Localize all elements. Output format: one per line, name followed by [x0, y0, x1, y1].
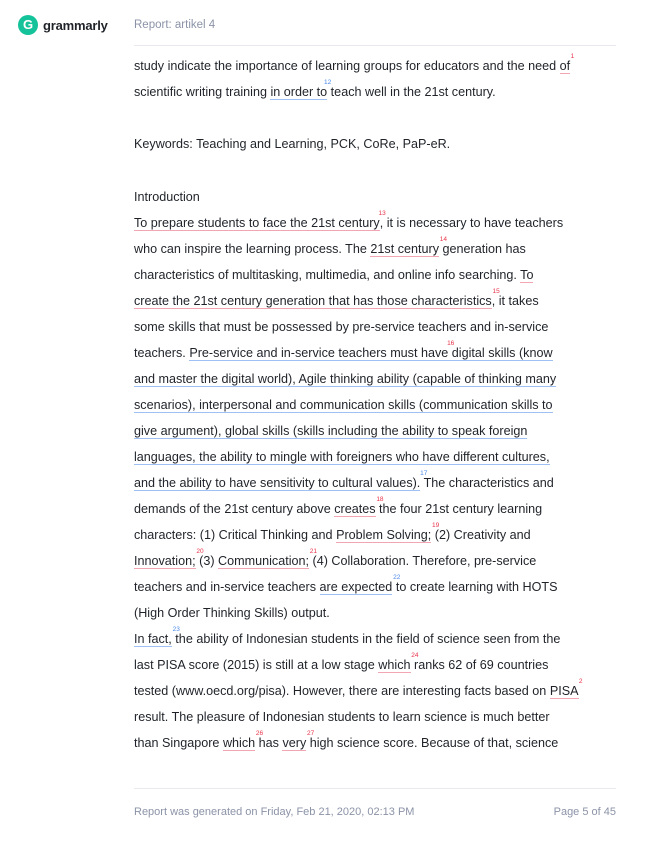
issue-marker: 22	[393, 574, 401, 581]
text-line	[134, 266, 533, 284]
text-segment: the four 21st century learning	[375, 502, 543, 516]
issue-marker: 2	[578, 678, 583, 685]
issue-underline[interactable]: PISA 2	[549, 678, 583, 698]
issue-marker: 16	[447, 340, 455, 347]
text-line	[134, 340, 553, 362]
text-line	[134, 79, 496, 101]
text-line: some skills that must be possessed by pre-service teachers and in-service	[134, 320, 549, 334]
issue-underline[interactable]: which 26	[222, 730, 264, 750]
text-segment: high science score. Because of that, science	[306, 736, 559, 750]
keywords-line: Keywords: Teaching and Learning, PCK, CoRe, PaP-eR.	[134, 137, 451, 151]
issue-underline[interactable]: which 24	[378, 652, 419, 672]
grammarly-logo-icon: G	[18, 15, 38, 35]
text-segment: characters: (1) Critical Thinking and	[134, 528, 337, 542]
text-segment: teachers and in-service teachers	[134, 580, 320, 594]
issue-marker: 27	[307, 730, 315, 737]
text-segment: The characteristics and	[420, 476, 554, 490]
issue-marker: 14	[439, 236, 447, 243]
text-line: result. The pleasure of Indonesian students to learn science is much better	[134, 710, 550, 724]
issue-underline[interactable]: To prepare students to face the 21st century 13	[134, 210, 386, 230]
issue-marker: 21	[309, 548, 318, 555]
grammarly-logo-text: grammarly	[43, 17, 108, 33]
issue-underline[interactable]: are expected 22	[319, 574, 401, 594]
issue-underline[interactable]: scenarios), interpersonal and communication skills (communication skills to	[134, 398, 553, 412]
issue-underline[interactable]: Innovation; 20	[134, 548, 204, 568]
text-line	[134, 678, 583, 700]
text-segment: than Singapore	[134, 736, 223, 750]
issue-underline[interactable]: In fact, 23	[134, 626, 180, 646]
text-segment: teach well in the 21st century.	[327, 85, 496, 99]
text-segment: , it takes	[491, 294, 539, 308]
header-divider	[134, 45, 616, 46]
issue-underline[interactable]: very 27	[282, 730, 315, 750]
issue-underline[interactable]: To	[520, 268, 534, 282]
text-segment: tested (www.oecd.org/pisa). However, there are interesting facts based on	[134, 684, 550, 698]
issue-underline[interactable]: Communication; 21	[218, 548, 318, 568]
issue-underline[interactable]: digital skills (know	[448, 346, 553, 360]
issue-underline[interactable]: give argument), global skills (skills including the ability to speak foreign	[134, 424, 528, 438]
text-segment: study indicate the importance of learning groups for educators and the need	[134, 59, 560, 73]
text-line	[134, 370, 556, 388]
text-line	[134, 53, 575, 75]
issue-underline[interactable]: in order to 12	[270, 79, 332, 99]
text-line	[134, 236, 526, 258]
text-segment: demands of the 21st century above	[134, 502, 335, 516]
issue-marker: 15	[492, 288, 500, 295]
text-line	[134, 422, 527, 440]
text-segment: the ability of Indonesian students in the field of science seen from the	[171, 632, 561, 646]
text-line	[134, 730, 559, 752]
text-line	[134, 470, 554, 492]
issue-underline[interactable]: languages, the ability to mingle with foreigners who have different cultures,	[134, 450, 550, 464]
text-line	[134, 496, 543, 518]
grammarly-logo[interactable]	[18, 15, 108, 35]
issue-marker: 13	[378, 210, 386, 217]
text-segment: , it is necessary to have teachers	[379, 216, 564, 230]
issue-marker: 18	[376, 496, 384, 503]
text-segment: generation has	[439, 242, 526, 256]
text-line: (High Order Thinking Skills) output.	[134, 606, 330, 620]
issue-underline[interactable]: and master the digital world), Agile thinking ability (capable of thinking many	[134, 372, 557, 386]
issue-marker: 24	[411, 652, 419, 659]
issue-marker: 12	[323, 79, 332, 86]
footer-divider	[134, 788, 616, 789]
text-line	[134, 626, 561, 648]
issue-underline[interactable]: creates 18	[334, 496, 384, 516]
report-generated-date: Report was generated on Friday, Feb 21, 2020, 02:13 PM	[134, 806, 415, 818]
text-segment: has	[255, 736, 283, 750]
issue-marker: 19	[432, 522, 440, 529]
report-header	[0, 0, 650, 46]
text-line	[134, 448, 550, 466]
issue-marker: 26	[255, 730, 264, 737]
text-segment: to create learning with HOTS	[392, 580, 558, 594]
text-line	[134, 522, 531, 544]
page-number: Page 5 of 45	[553, 806, 616, 818]
text-line	[134, 288, 539, 310]
section-heading: Introduction	[134, 190, 200, 204]
text-line	[134, 210, 564, 232]
text-segment: last PISA score (2015) is still at a low stage	[134, 658, 379, 672]
text-segment: characteristics of multitasking, multimedia, and online info searching.	[134, 268, 521, 282]
issue-underline[interactable]: 21st century 14	[370, 236, 447, 256]
text-segment: (4) Collaboration. Therefore, pre-service	[309, 554, 537, 568]
issue-marker: 1	[570, 53, 575, 60]
issue-underline[interactable]: and the ability to have sensitivity to cultural values). 17	[134, 470, 428, 490]
issue-underline[interactable]: Problem Solving; 19	[336, 522, 440, 542]
text-segment: teachers.	[134, 346, 190, 360]
issue-marker: 20	[196, 548, 204, 555]
text-line	[134, 652, 549, 674]
issue-underline[interactable]: Pre-service and in-service teachers must have 16	[189, 340, 455, 360]
text-line	[134, 548, 537, 570]
issue-underline[interactable]: of 1	[559, 53, 575, 73]
issue-marker: 17	[420, 470, 428, 477]
issue-underline[interactable]: create the 21st century generation that has those characteristics 15	[134, 288, 500, 308]
text-line	[134, 574, 558, 596]
issue-marker: 23	[172, 626, 180, 633]
text-segment: who can inspire the learning process. The	[134, 242, 371, 256]
text-segment: ranks 62 of 69 countries	[410, 658, 549, 672]
text-segment: (3)	[195, 554, 219, 568]
text-line	[134, 396, 553, 414]
report-title: Report: artikel 4	[134, 19, 216, 31]
text-segment: (2) Creativity and	[431, 528, 531, 542]
text-segment: scientific writing training	[134, 85, 271, 99]
